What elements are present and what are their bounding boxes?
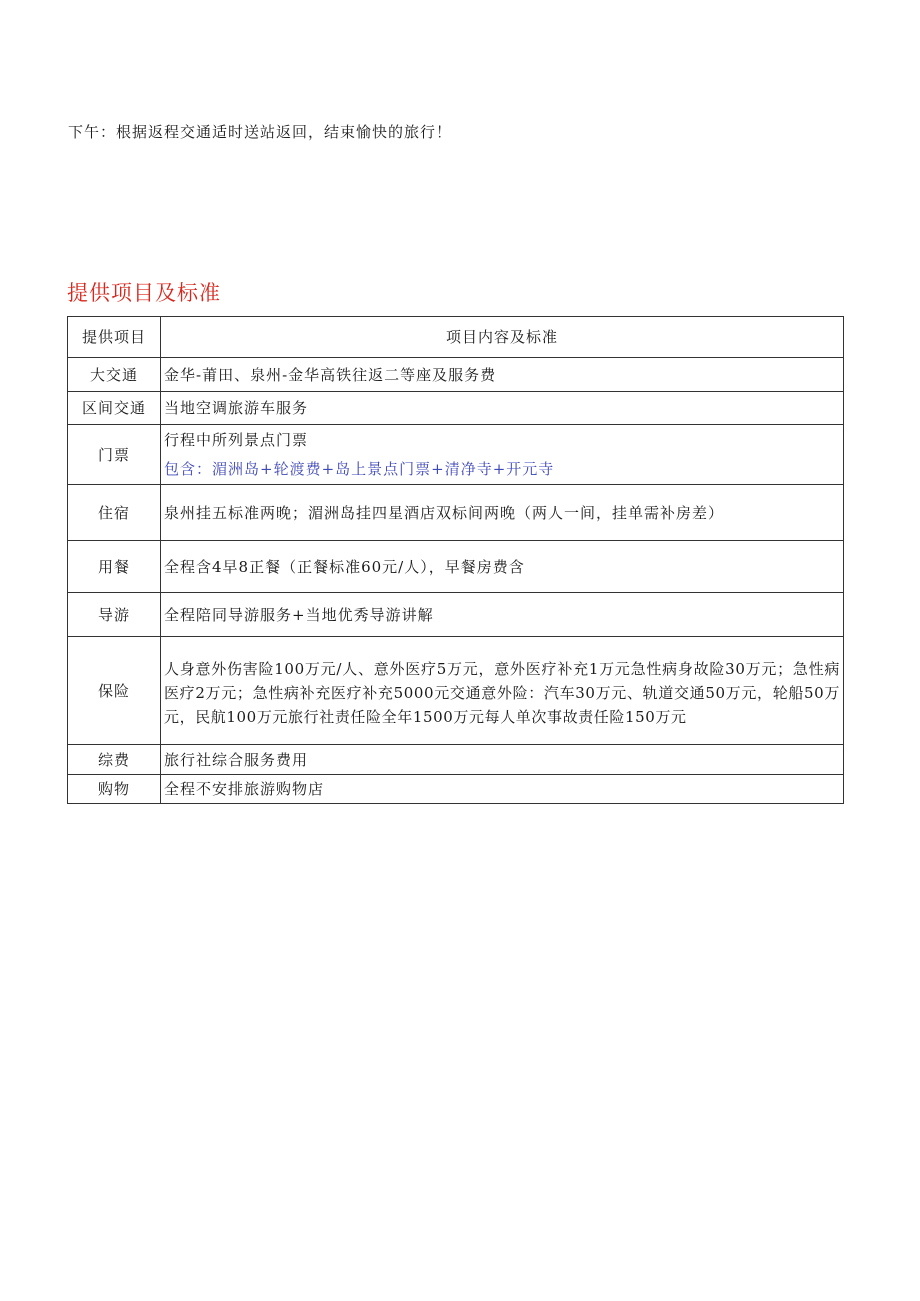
- row-item: 综费: [68, 745, 161, 775]
- table-row-meals: [68, 541, 844, 593]
- table-row-lodging: [68, 485, 844, 541]
- row-content: [161, 425, 844, 485]
- header-item: 提供项目: [68, 317, 161, 358]
- row-item: 购物: [68, 775, 161, 804]
- row-item: 住宿: [68, 485, 161, 541]
- ticket-content: 行程中所列景点门票: [164, 431, 309, 449]
- intro-text: 下午：根据返程交通适时送站返回，结束愉快的旅行！: [68, 123, 453, 141]
- table-header-row: [68, 317, 844, 358]
- row-content: 全程不安排旅游购物店: [161, 775, 844, 804]
- ticket-note: 包含：湄洲岛+轮渡费+岛上景点门票+清净寺+开元寺: [164, 460, 555, 478]
- section-title: 提供项目及标准: [67, 281, 221, 305]
- row-content: 旅行社综合服务费用: [161, 745, 844, 775]
- table-row-service-fee: [68, 745, 844, 775]
- table-row-local-transport: [68, 392, 844, 425]
- row-item: 区间交通: [68, 392, 161, 425]
- table-row-tickets: [68, 425, 844, 485]
- row-item: 导游: [68, 593, 161, 637]
- table-row-transport: [68, 358, 844, 392]
- row-content: 全程含4早8正餐（正餐标准60元/人），早餐房费含: [161, 541, 844, 593]
- row-content: 全程陪同导游服务+当地优秀导游讲解: [161, 593, 844, 637]
- row-item: 大交通: [68, 358, 161, 392]
- row-content: 泉州挂五标准两晚；湄洲岛挂四星酒店双标间两晚（两人一间，挂单需补房差）: [161, 485, 844, 541]
- row-content: 当地空调旅游车服务: [161, 392, 844, 425]
- insurance-content: 人身意外伤害险100万元/人、意外医疗5万元，意外医疗补充1万元急性病身故险30万元；急性病医疗2万元；急性病补充医疗补充5000元交通意外险：汽车30万元、轨道交通50万元，轮船50万元，民航100万元旅行社责任险全年1500万元每人单次事故责任险150万元: [164, 659, 840, 726]
- services-table: [67, 316, 844, 804]
- table-row-shopping: [68, 775, 844, 804]
- row-content: [161, 637, 844, 745]
- row-content: 金华-莆田、泉州-金华高铁往返二等座及服务费: [161, 358, 844, 392]
- row-item: 保险: [68, 637, 161, 745]
- table-row-insurance: [68, 637, 844, 745]
- header-content: 项目内容及标准: [161, 317, 844, 358]
- table-row-guide: [68, 593, 844, 637]
- row-item: 用餐: [68, 541, 161, 593]
- row-item: 门票: [68, 425, 161, 485]
